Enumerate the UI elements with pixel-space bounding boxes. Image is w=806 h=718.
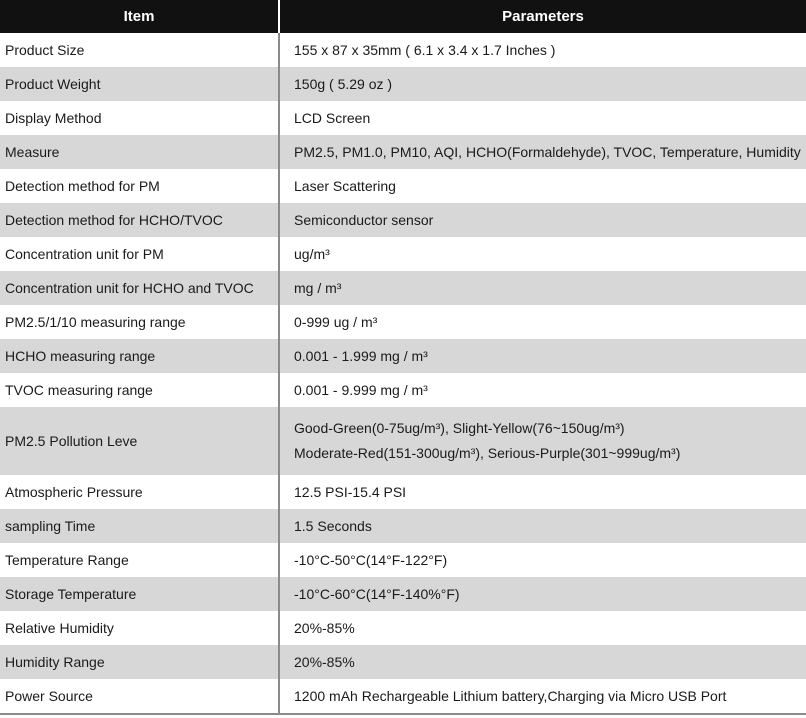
row-parameter-value: Laser Scattering xyxy=(279,169,806,203)
row-parameter-value: 1200 mAh Rechargeable Lithium battery,Charging via Micro USB Port xyxy=(279,679,806,714)
table-row xyxy=(0,339,806,373)
table-row xyxy=(0,679,806,714)
row-item-label: Detection method for PM xyxy=(0,169,279,203)
row-item-label: Display Method xyxy=(0,101,279,135)
table-row xyxy=(0,577,806,611)
pollution-level-line-1: Good-Green(0-75ug/m³), Slight-Yellow(76~150ug/m³) xyxy=(294,420,625,436)
row-parameter-value: mg / m³ xyxy=(279,271,806,305)
table-row xyxy=(0,475,806,509)
table-row xyxy=(0,135,806,169)
row-parameter-value: 0-999 ug / m³ xyxy=(279,305,806,339)
row-parameter-value: -10°C-50°C(14°F-122°F) xyxy=(279,543,806,577)
table-row xyxy=(0,373,806,407)
row-parameter-value: 150g ( 5.29 oz ) xyxy=(279,67,806,101)
row-item-label: Concentration unit for HCHO and TVOC xyxy=(0,271,279,305)
row-parameter-value: ug/m³ xyxy=(279,237,806,271)
row-item-label: Product Size xyxy=(0,33,279,67)
row-item-label: Power Source xyxy=(0,679,279,714)
row-parameter-value: 155 x 87 x 35mm ( 6.1 x 3.4 x 1.7 Inches ) xyxy=(279,33,806,67)
table-row xyxy=(0,407,806,475)
row-item-label: HCHO measuring range xyxy=(0,339,279,373)
row-parameter-value: PM2.5, PM1.0, PM10, AQI, HCHO(Formaldehyde), TVOC, Temperature, Humidity xyxy=(279,135,806,169)
table-row xyxy=(0,33,806,67)
table-row xyxy=(0,271,806,305)
row-item-label: PM2.5 Pollution Leve xyxy=(0,407,279,475)
table-header-row xyxy=(0,0,806,33)
row-item-label: Humidity Range xyxy=(0,645,279,679)
table-row xyxy=(0,645,806,679)
table-row xyxy=(0,67,806,101)
row-item-label: Storage Temperature xyxy=(0,577,279,611)
row-item-label: Product Weight xyxy=(0,67,279,101)
row-item-label: TVOC measuring range xyxy=(0,373,279,407)
row-parameter-value: 12.5 PSI-15.4 PSI xyxy=(279,475,806,509)
header-item: Item xyxy=(0,0,279,33)
table-row xyxy=(0,101,806,135)
table-row xyxy=(0,611,806,645)
row-parameter-value: 0.001 - 9.999 mg / m³ xyxy=(279,373,806,407)
row-item-label: Temperature Range xyxy=(0,543,279,577)
row-parameter-value: Semiconductor sensor xyxy=(279,203,806,237)
table-row xyxy=(0,237,806,271)
table-row xyxy=(0,203,806,237)
row-parameter-value xyxy=(279,407,806,475)
row-item-label: Atmospheric Pressure xyxy=(0,475,279,509)
row-item-label: sampling Time xyxy=(0,509,279,543)
table-row xyxy=(0,509,806,543)
row-item-label: PM2.5/1/10 measuring range xyxy=(0,305,279,339)
row-parameter-value: LCD Screen xyxy=(279,101,806,135)
row-parameter-value: -10°C-60°C(14°F-140%°F) xyxy=(279,577,806,611)
row-item-label: Relative Humidity xyxy=(0,611,279,645)
row-parameter-value: 20%-85% xyxy=(279,645,806,679)
row-item-label: Measure xyxy=(0,135,279,169)
row-parameter-value: 20%-85% xyxy=(279,611,806,645)
header-parameters: Parameters xyxy=(279,0,806,33)
row-item-label: Detection method for HCHO/TVOC xyxy=(0,203,279,237)
pollution-level-line-2: Moderate-Red(151-300ug/m³), Serious-Purple(301~999ug/m³) xyxy=(294,445,681,461)
table-row xyxy=(0,543,806,577)
row-parameter-value: 1.5 Seconds xyxy=(279,509,806,543)
row-parameter-value: 0.001 - 1.999 mg / m³ xyxy=(279,339,806,373)
row-item-label: Concentration unit for PM xyxy=(0,237,279,271)
table-row xyxy=(0,169,806,203)
table-row xyxy=(0,305,806,339)
